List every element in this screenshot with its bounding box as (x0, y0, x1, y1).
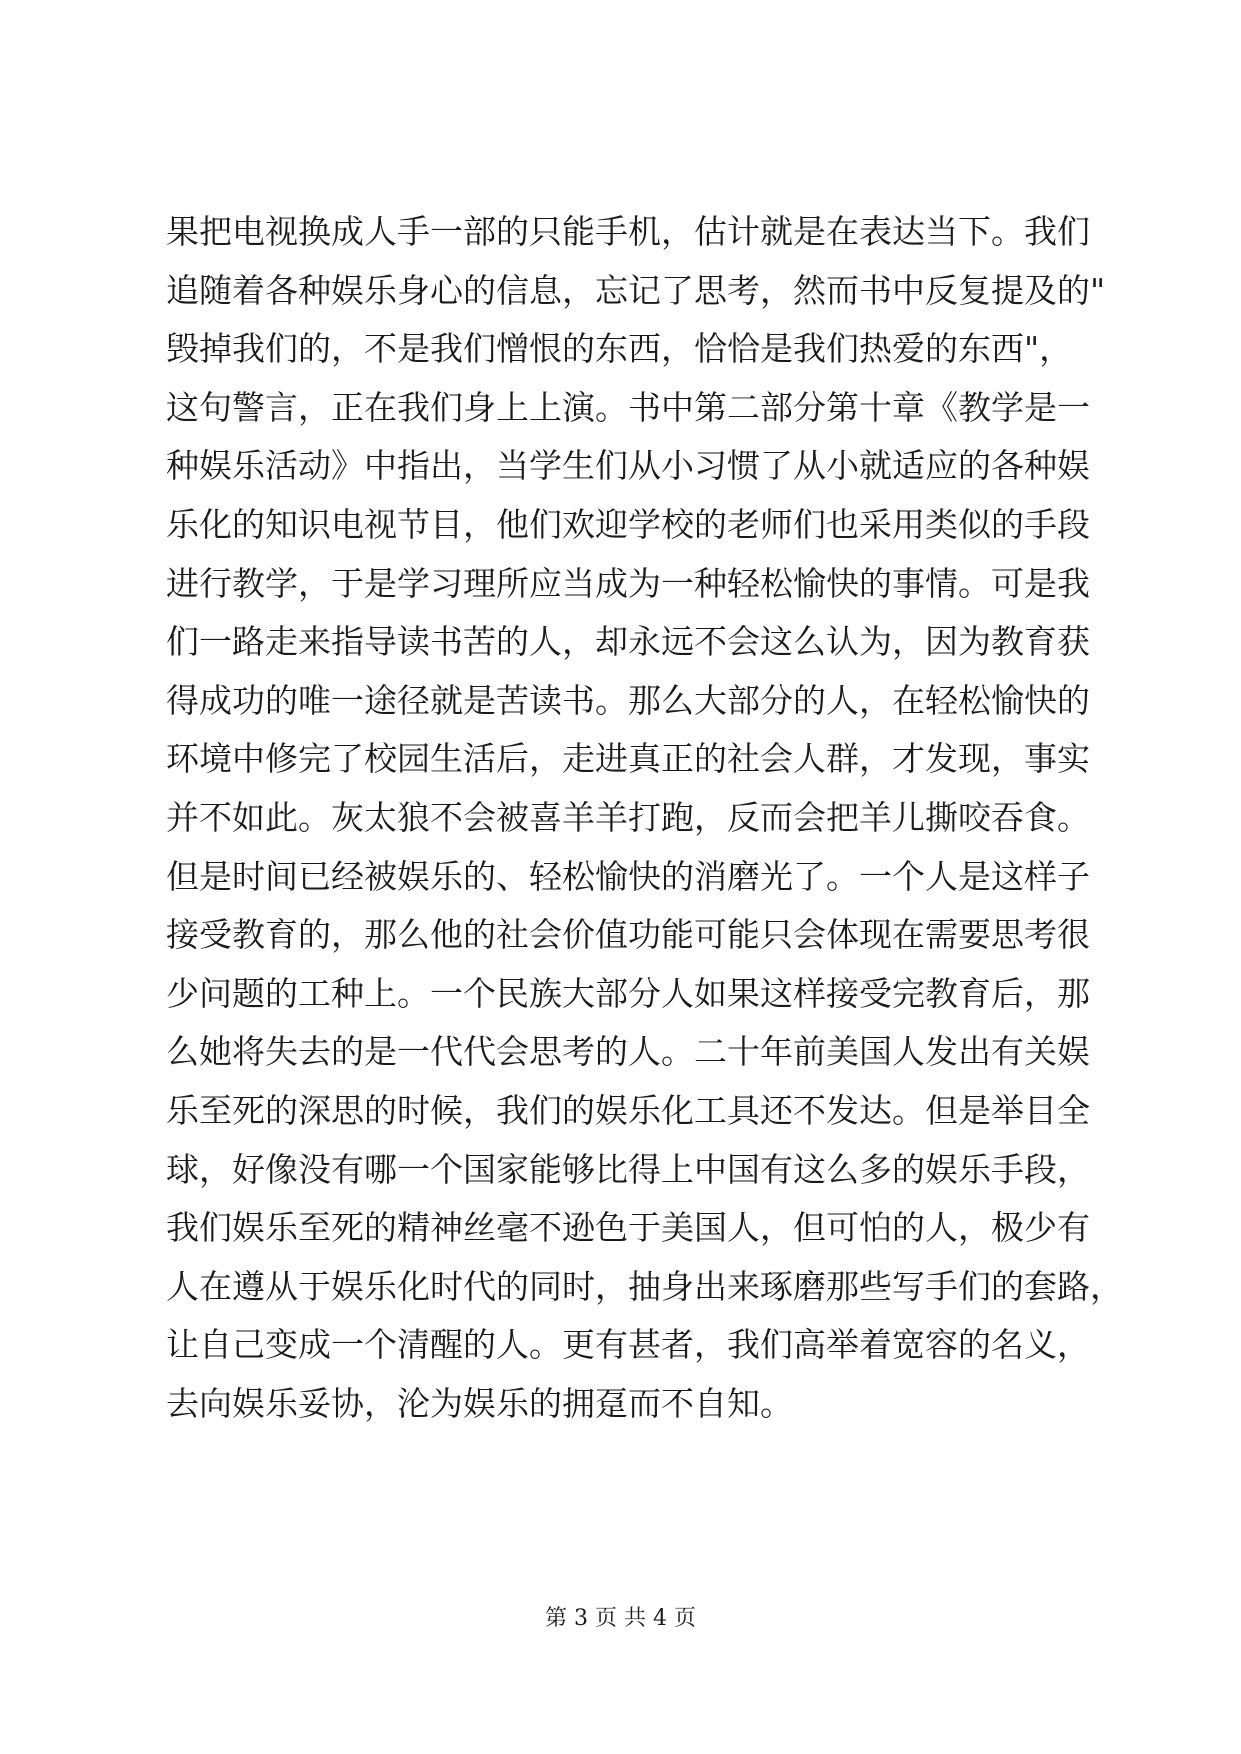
text-line: 乐化的知识电视节目，他们欢迎学校的老师们也采用类似的手段 (166, 504, 1090, 544)
text-line: 这句警言，正在我们身上上演。书中第二部分第十章《教学是一 (166, 387, 1090, 427)
page-footer (0, 1604, 1241, 1634)
text-line: 么她将失去的是一代代会思考的人。二十年前美国人发出有关娱 (166, 1032, 1090, 1072)
text-line: 乐至死的深思的时候，我们的娱乐化工具还不发达。但是举目全 (166, 1090, 1090, 1130)
text-line: 我们娱乐至死的精神丝毫不逊色于美国人，但可怕的人，极少有 (166, 1208, 1090, 1248)
text-line: 少问题的工种上。一个民族大部分人如果这样接受完教育后，那 (166, 973, 1090, 1013)
page-number-label: 第 3 页 共 4 页 (545, 1606, 696, 1631)
text-line: 进行教学，于是学习理所应当成为一种轻松愉快的事情。可是我 (166, 563, 1090, 603)
text-line: 追随着各种娱乐身心的信息，忘记了思考，然而书中反复提及的" (166, 270, 1106, 310)
text-line: 人在遵从于娱乐化时代的同时，抽身出来琢磨那些写手们的套路， (166, 1266, 1123, 1306)
text-line: 并不如此。灰太狼不会被喜羊羊打跑，反而会把羊儿撕咬吞食。 (166, 797, 1090, 837)
text-line: 种娱乐活动》中指出，当学生们从小习惯了从小就适应的各种娱 (166, 446, 1090, 486)
text-line: 球，好像没有哪一个国家能够比得上中国有这么多的娱乐手段， (166, 1149, 1090, 1189)
text-line: 毁掉我们的，不是我们憎恨的东西，恰恰是我们热爱的东西"， (166, 329, 1073, 369)
text-line: 但是时间已经被娱乐的、轻松愉快的消磨光了。一个人是这样子 (166, 856, 1090, 896)
body-text (166, 203, 1123, 1433)
text-line: 接受教育的，那么他的社会价值功能可能只会体现在需要思考很 (166, 915, 1090, 955)
text-line: 得成功的唯一途径就是苦读书。那么大部分的人，在轻松愉快的 (166, 680, 1090, 720)
text-line: 果把电视换成人手一部的只能手机，估计就是在表达当下。我们 (166, 212, 1090, 251)
text-line: 去向娱乐妥协，沦为娱乐的拥趸而不自知。 (166, 1383, 793, 1423)
text-line: 让自己变成一个清醒的人。更有甚者，我们高举着宽容的名义， (166, 1325, 1090, 1365)
text-line: 环境中修完了校园生活后，走进真正的社会人群，才发现，事实 (166, 739, 1090, 779)
text-line: 们一路走来指导读书苦的人，却永远不会这么认为，因为教育获 (166, 622, 1090, 662)
